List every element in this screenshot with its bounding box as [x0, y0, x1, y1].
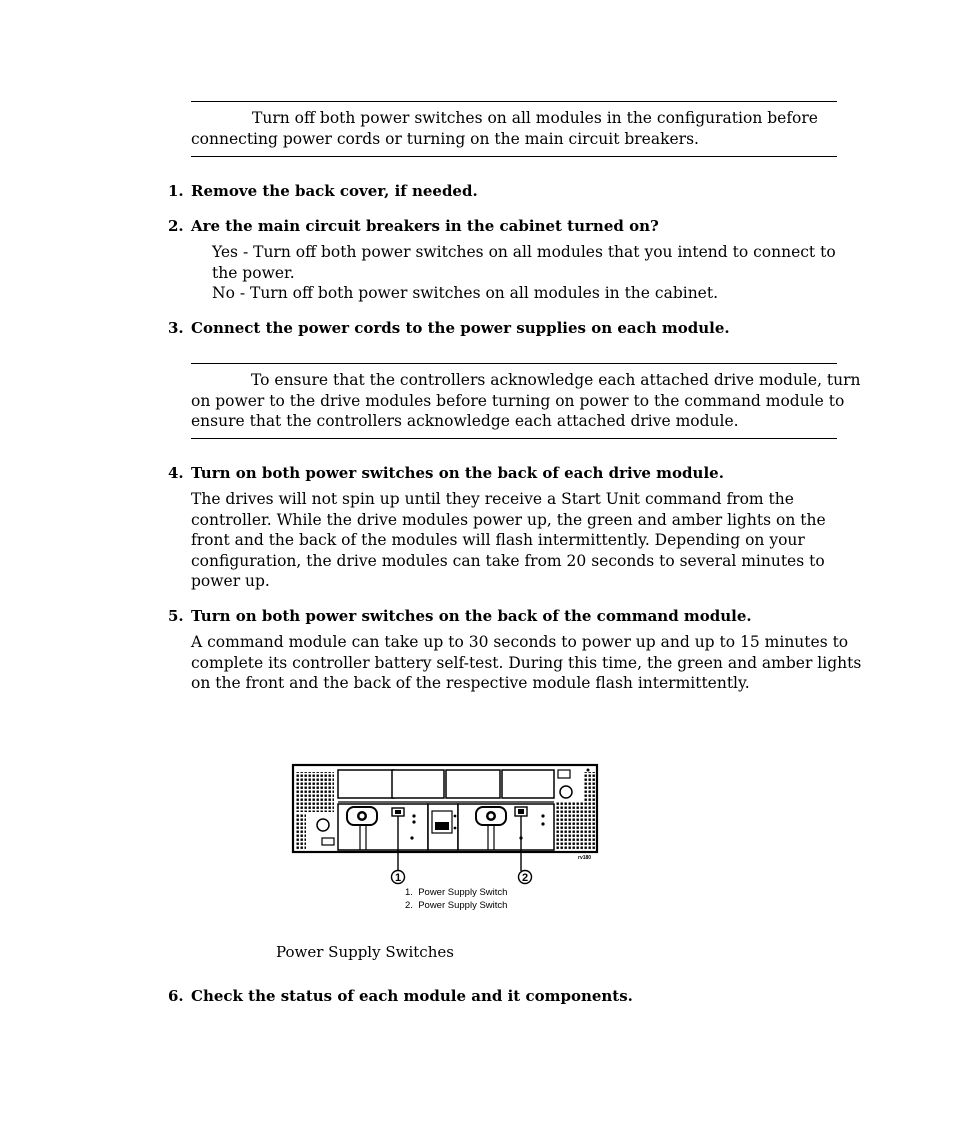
step-5-body [191, 632, 861, 694]
step-4-body [191, 489, 826, 592]
step-number: 4. [168, 464, 184, 482]
right-vent-grille [584, 772, 595, 802]
led [412, 814, 415, 817]
figure-caption: Power Supply Switches [276, 943, 454, 961]
step-number: 2. [168, 217, 184, 235]
led [541, 814, 544, 817]
body-line: on the front and the back of the respective module flash intermittently. [191, 674, 750, 693]
led [410, 836, 413, 839]
drive-bay [502, 770, 554, 798]
step-text: Are the main circuit breakers in the cabinet turned on? [191, 217, 659, 235]
body-line: The drives will not spin up until they receive a Start Unit command from the [191, 490, 794, 508]
body-line: complete its controller battery self-test. During this time, the green and amber lights [191, 653, 862, 672]
step-3 [168, 318, 730, 338]
step-number: 6. [168, 987, 184, 1005]
drive-bay [392, 770, 444, 798]
callout-1: 1 [394, 872, 402, 884]
led [454, 815, 457, 818]
step-text: Turn on both power switches on the back of each drive module. [191, 464, 724, 482]
step-number: 1. [168, 182, 184, 200]
power-inlet-left [360, 814, 365, 819]
figure-id: rv180 [578, 855, 592, 861]
drive-bay [338, 770, 394, 798]
figure-legend-item: 1. Power Supply Switch [405, 887, 508, 898]
step-2 [168, 216, 659, 236]
right-fan-knob [560, 786, 572, 798]
left-vent-grille [296, 814, 306, 850]
step-text: Remove the back cover, if needed. [191, 182, 478, 200]
note-2-line: ensure that the controllers acknowledge each attached drive module. [191, 412, 739, 431]
answer-line: Yes - Turn off both power switches on all modules that you intend to connect to [212, 243, 836, 261]
led [412, 820, 415, 823]
body-line: controller. While the drive modules power up, the green and amber lights on the [191, 510, 826, 529]
right-port [558, 770, 570, 778]
power-supply-switches-figure [288, 758, 608, 918]
step-text: Check the status of each module and it components. [191, 987, 633, 1005]
note-bottom-rule [191, 156, 837, 157]
answer-line: No - Turn off both power switches on all modules in the cabinet. [212, 284, 719, 303]
controller-connector [435, 822, 449, 830]
power-switch-2 [518, 809, 524, 814]
step-4 [168, 463, 724, 483]
step-5 [168, 606, 752, 626]
step-text: Connect the power cords to the power supplies on each module. [191, 319, 730, 337]
step-1 [168, 181, 478, 201]
body-line: power up. [191, 572, 270, 591]
power-inlet-right [489, 814, 494, 819]
note-2-line: on power to the drive modules before turning on power to the command module to [191, 391, 845, 410]
step-2-answers [212, 242, 836, 304]
note-2 [191, 370, 861, 432]
led [454, 827, 457, 830]
note-bottom-rule [191, 438, 837, 439]
step-number: 5. [168, 607, 184, 625]
left-vent-grille [296, 772, 334, 812]
step-number: 3. [168, 319, 184, 337]
step-6 [168, 986, 633, 1006]
led [541, 822, 544, 825]
drive-bay [446, 770, 500, 798]
answer-line: the power. [212, 263, 295, 282]
callout-2: 2 [521, 872, 529, 884]
body-line: A command module can take up to 30 seconds to power up and up to 15 minutes to [191, 633, 849, 651]
figure-legend-item: 2. Power Supply Switch [405, 900, 508, 911]
step-text: Turn on both power switches on the back of the command module. [191, 607, 752, 625]
note-top-rule [191, 101, 837, 102]
note-1-line: Turn off both power switches on all modules in the configuration before [252, 109, 818, 127]
left-fan-knob [317, 819, 329, 831]
right-vent-grille [556, 802, 595, 850]
note-1-line: connecting power cords or turning on the main circuit breakers. [191, 129, 699, 148]
left-port [322, 838, 334, 845]
body-line: configuration, the drive modules can take from 20 seconds to several minutes to [191, 551, 825, 570]
led [587, 769, 590, 772]
note-top-rule [191, 363, 837, 364]
note-2-line: To ensure that the controllers acknowledge each attached drive module, turn [251, 371, 861, 389]
body-line: front and the back of the modules will flash intermittently. Depending on your [191, 531, 805, 550]
note-1 [191, 108, 818, 149]
power-switch-1 [395, 810, 401, 814]
